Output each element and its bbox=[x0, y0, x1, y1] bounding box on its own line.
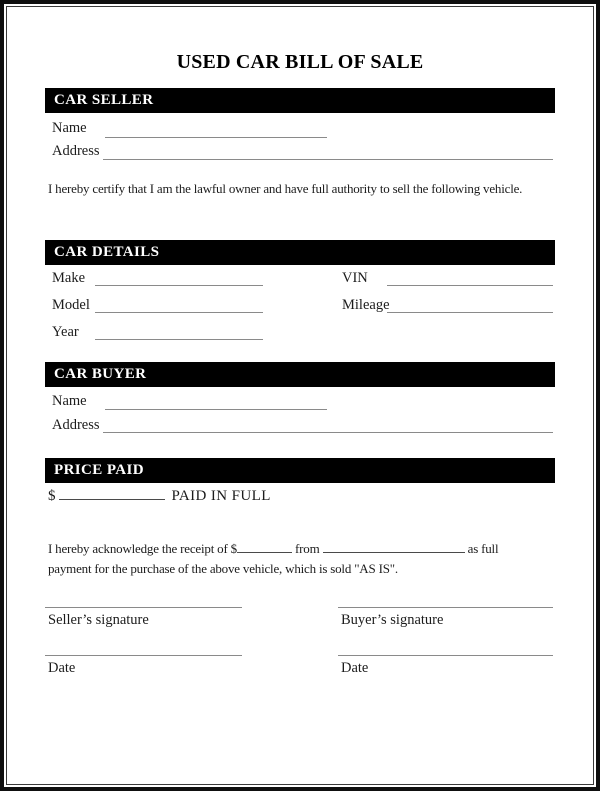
seller-signature-line[interactable] bbox=[45, 607, 242, 608]
buyer-signature-line[interactable] bbox=[338, 607, 553, 608]
receipt-amount-blank[interactable] bbox=[237, 539, 292, 553]
section-header-price-paid bbox=[45, 458, 555, 483]
seller-name-field-line[interactable] bbox=[105, 137, 327, 138]
acknowledgment-line-1 bbox=[48, 539, 498, 557]
buyer-date-label: Date bbox=[341, 660, 369, 676]
year-label: Year bbox=[52, 324, 79, 340]
buyer-address-field-line[interactable] bbox=[103, 432, 553, 433]
payer-name-blank[interactable] bbox=[323, 539, 465, 553]
make-field-line[interactable] bbox=[95, 285, 263, 286]
mileage-field-line[interactable] bbox=[387, 312, 553, 313]
seller-signature-label: Seller’s signature bbox=[48, 612, 149, 628]
acknowledgment-text-post: as full bbox=[467, 541, 499, 556]
buyer-signature-label: Buyer’s signature bbox=[341, 612, 444, 628]
acknowledgment-from-word: from bbox=[295, 541, 320, 556]
model-label: Model bbox=[52, 297, 90, 313]
car-seller-heading: CAR SELLER bbox=[54, 92, 154, 108]
car-details-heading: CAR DETAILS bbox=[54, 244, 160, 260]
year-field-line[interactable] bbox=[95, 339, 263, 340]
price-amount-field-line[interactable] bbox=[59, 486, 165, 500]
price-paid-heading: PRICE PAID bbox=[54, 462, 144, 478]
acknowledgment-line-2: payment for the purchase of the above vehicle, which is sold "AS IS". bbox=[48, 561, 398, 576]
seller-name-label: Name bbox=[52, 120, 87, 136]
buyer-name-label: Name bbox=[52, 393, 87, 409]
section-header-car-details bbox=[45, 240, 555, 265]
page-title: USED CAR BILL OF SALE bbox=[176, 51, 424, 73]
acknowledgment-text-pre: I hereby acknowledge the receipt of $ bbox=[48, 541, 237, 556]
price-paid-row bbox=[48, 486, 271, 505]
paid-in-full-label: PAID IN FULL bbox=[171, 488, 271, 504]
seller-date-line[interactable] bbox=[45, 655, 242, 656]
vin-label: VIN bbox=[342, 270, 368, 286]
seller-address-label: Address bbox=[52, 143, 100, 159]
page-inner-border bbox=[6, 6, 594, 785]
currency-symbol: $ bbox=[48, 488, 56, 504]
buyer-address-label: Address bbox=[52, 417, 100, 433]
seller-certification-text: I hereby certify that I am the lawful owner and have full authority to sell the following vehicle. bbox=[48, 181, 523, 196]
vin-field-line[interactable] bbox=[387, 285, 553, 286]
buyer-name-field-line[interactable] bbox=[105, 409, 327, 410]
seller-date-label: Date bbox=[48, 660, 76, 676]
make-label: Make bbox=[52, 270, 86, 286]
mileage-label: Mileage bbox=[342, 297, 390, 313]
buyer-date-line[interactable] bbox=[338, 655, 553, 656]
car-buyer-heading: CAR BUYER bbox=[54, 366, 147, 382]
seller-address-field-line[interactable] bbox=[103, 159, 553, 160]
section-header-car-buyer bbox=[45, 362, 555, 387]
section-header-car-seller bbox=[45, 88, 555, 113]
model-field-line[interactable] bbox=[95, 312, 263, 313]
